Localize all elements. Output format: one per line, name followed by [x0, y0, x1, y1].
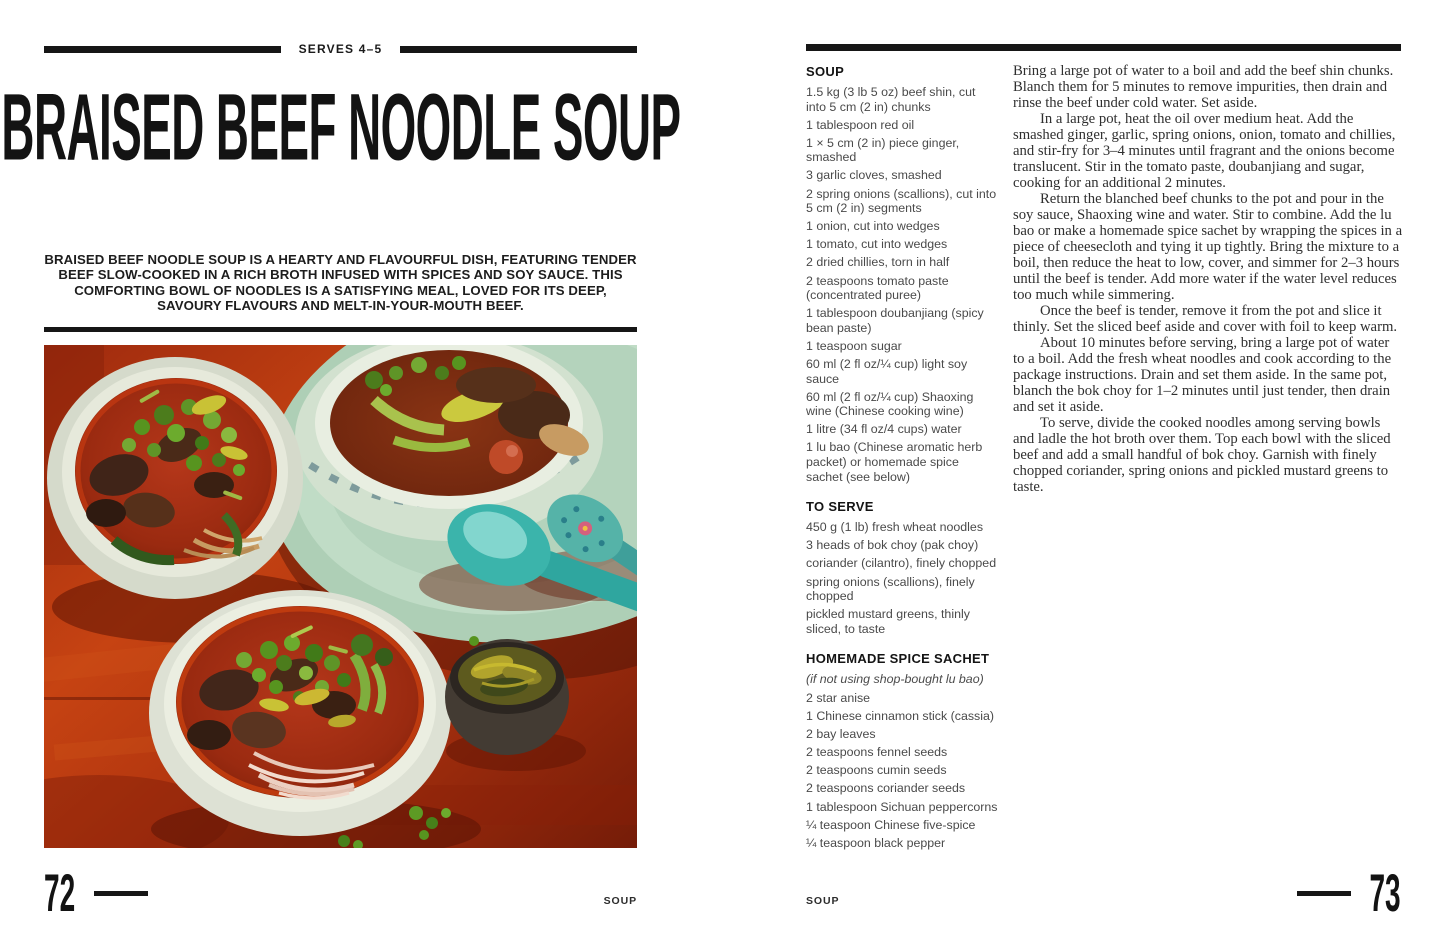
running-footer-left: SOUP: [603, 895, 637, 907]
ingredient-item: spring onions (scallions), finely chopped: [806, 574, 975, 604]
ingredients-column: [806, 64, 998, 854]
ingredients-section-to-serve: [806, 499, 998, 636]
ingredient-list: [806, 85, 998, 484]
instruction-paragraph: Once the beef is tender, remove it from the pot and slice it thinly. Set the sliced beef aside and cover with foil to keep warm.: [1013, 303, 1398, 335]
ingredient-item: ¼ teaspoon Chinese five-spice: [806, 817, 976, 832]
ingredient-item: 2 star anise: [806, 691, 871, 705]
serves-label: SERVES 4–5: [298, 42, 383, 56]
ingredient-item: 60 ml (2 fl oz/¼ cup) light soy sauce: [806, 357, 968, 386]
ingredient-item: 1 litre (34 fl oz/4 cups) water: [806, 422, 962, 437]
page-number-right: [1297, 863, 1401, 923]
ingredient-item: coriander (cilantro), finely chopped: [806, 556, 997, 571]
ingredient-item: 1 onion, cut into wedges: [806, 219, 940, 234]
page-number-left: [44, 863, 148, 923]
ingredient-item: 2 dried chillies, torn in half: [806, 255, 950, 270]
section-note: (if not using shop-bought lu bao): [806, 672, 984, 687]
ingredient-item: 2 teaspoons coriander seeds: [806, 781, 966, 796]
ingredient-item: ¼ teaspoon black pepper: [806, 835, 946, 850]
ingredient-list: [806, 691, 998, 850]
instruction-paragraph: Bring a large pot of water to a boil and add the beef shin chunks. Blanch them for 5 minutes to remove impurities, then drain and rinse the beef under cold water. Set aside.: [1013, 63, 1394, 111]
ingredient-item: 1 tablespoon doubanjiang (spicy bean paste): [806, 306, 984, 335]
ingredients-section-soup: [806, 64, 998, 484]
ingredient-item: 1.5 kg (3 lb 5 oz) beef shin, cut into 5 cm (2 in) chunks: [806, 85, 976, 114]
ingredient-item: pickled mustard greens, thinly sliced, to taste: [806, 607, 970, 636]
page-number-dash: [1297, 891, 1351, 896]
ingredient-item: 1 Chinese cinnamon stick (cassia): [806, 709, 995, 724]
ingredient-item: 1 tomato, cut into wedges: [806, 237, 948, 252]
section-heading: SOUP: [806, 64, 845, 79]
divider-rule: [44, 327, 637, 332]
recipe-photo: [44, 345, 637, 848]
recipe-photo-frame: [44, 345, 637, 848]
ingredient-item: 2 bay leaves: [806, 727, 876, 742]
section-heading: HOMEMADE SPICE SACHET: [806, 651, 990, 667]
instruction-paragraph: About 10 minutes before serving, bring a large pot of water to a boil. Add the fresh wheat noodles and cook according to the package instructions. Drain and set them aside. In the same pot, blanch the bok choy for 1–2 minutes until just tender, then drain and set it aside.: [1013, 335, 1392, 415]
ingredients-section-spice-sachet: [806, 651, 998, 850]
ingredient-item: 1 tablespoon Sichuan peppercorns: [806, 799, 998, 814]
ingredient-item: 2 teaspoons cumin seeds: [806, 763, 947, 778]
recipe-title: BRAISED BEEF NOODLE SOUP: [0, 73, 681, 180]
ingredient-item: 2 teaspoons fennel seeds: [806, 745, 948, 760]
serves-banner: [44, 42, 637, 56]
instruction-paragraph: To serve, divide the cooked noodles among serving bowls and ladle the hot broth over them. Top each bowl with the sliced beef and add a small handful of bok choy. Garnish with finely chopped coriander, spring onions and pickled mustard greens to taste.: [1013, 415, 1391, 495]
ingredient-item: 3 heads of bok choy (pak choy): [806, 538, 979, 553]
ingredient-item: 450 g (1 lb) fresh wheat noodles: [806, 520, 984, 535]
instruction-paragraph: Return the blanched beef chunks to the pot and pour in the soy sauce, Shaoxing wine and water. Stir to combine. Add the lu bao or make a homemade spice sachet by wrapping the spices in a piece of cheesecloth and tying it up tightly. Bring the mixture to a boil, then reduce the heat to low, cover, and simmer for 2–3 hours until the beef is tender. Add more water if the water level reduces too much while simmering.: [1013, 191, 1403, 303]
section-heading: TO SERVE: [806, 499, 874, 515]
banner-rule-right: [400, 46, 637, 53]
ingredient-item: 3 garlic cloves, smashed: [806, 168, 942, 183]
recipe-title-wrap: [0, 64, 681, 190]
instruction-paragraph: In a large pot, heat the oil over medium heat. Add the smashed ginger, garlic, spring onions, onion, tomato and chillies, and stir-fry for 3–4 minutes until fragrant and the onions become translucent. Stir in the tomato paste, doubanjiang and sugar, cooking for an additional 2 minutes.: [1013, 111, 1396, 191]
ingredient-item: 2 spring onions (scallions), cut into 5 cm (2 in) segments: [806, 186, 997, 216]
banner-rule-left: [44, 46, 281, 53]
ingredient-item: 1 tablespoon red oil: [806, 117, 915, 132]
recipe-description: BRAISED BEEF NOODLE SOUP IS A HEARTY AND FLAVOURFUL DISH, FEATURING TENDER BEEF SLOW-COOKED IN A RICH BROTH INFUSED WITH SPICES AND SOY SAUCE. THIS COMFORTING BOWL OF NOODLES IS A SATISFYING MEAL, LOVED FOR ITS DEEP, SAVOURY FLAVOURS AND MELT-IN-YOUR-MOUTH BEEF.: [44, 252, 637, 313]
ingredient-item: 1 × 5 cm (2 in) piece ginger, smashed: [806, 135, 960, 165]
top-rule: [806, 44, 1401, 51]
ingredient-item: 1 lu bao (Chinese aromatic herb packet) or homemade spice sachet (see below): [806, 440, 983, 484]
ingredient-list: [806, 520, 998, 636]
ingredient-item: 60 ml (2 fl oz/¼ cup) Shaoxing wine (Chinese cooking wine): [806, 389, 974, 419]
page-number: 73: [1369, 863, 1401, 923]
running-footer-right: SOUP: [806, 895, 840, 907]
instructions-column: [1013, 63, 1403, 495]
ingredient-item: 2 teaspoons tomato paste (concentrated puree): [806, 273, 949, 303]
ingredient-item: 1 teaspoon sugar: [806, 338, 902, 353]
page-number: 72: [44, 863, 76, 923]
